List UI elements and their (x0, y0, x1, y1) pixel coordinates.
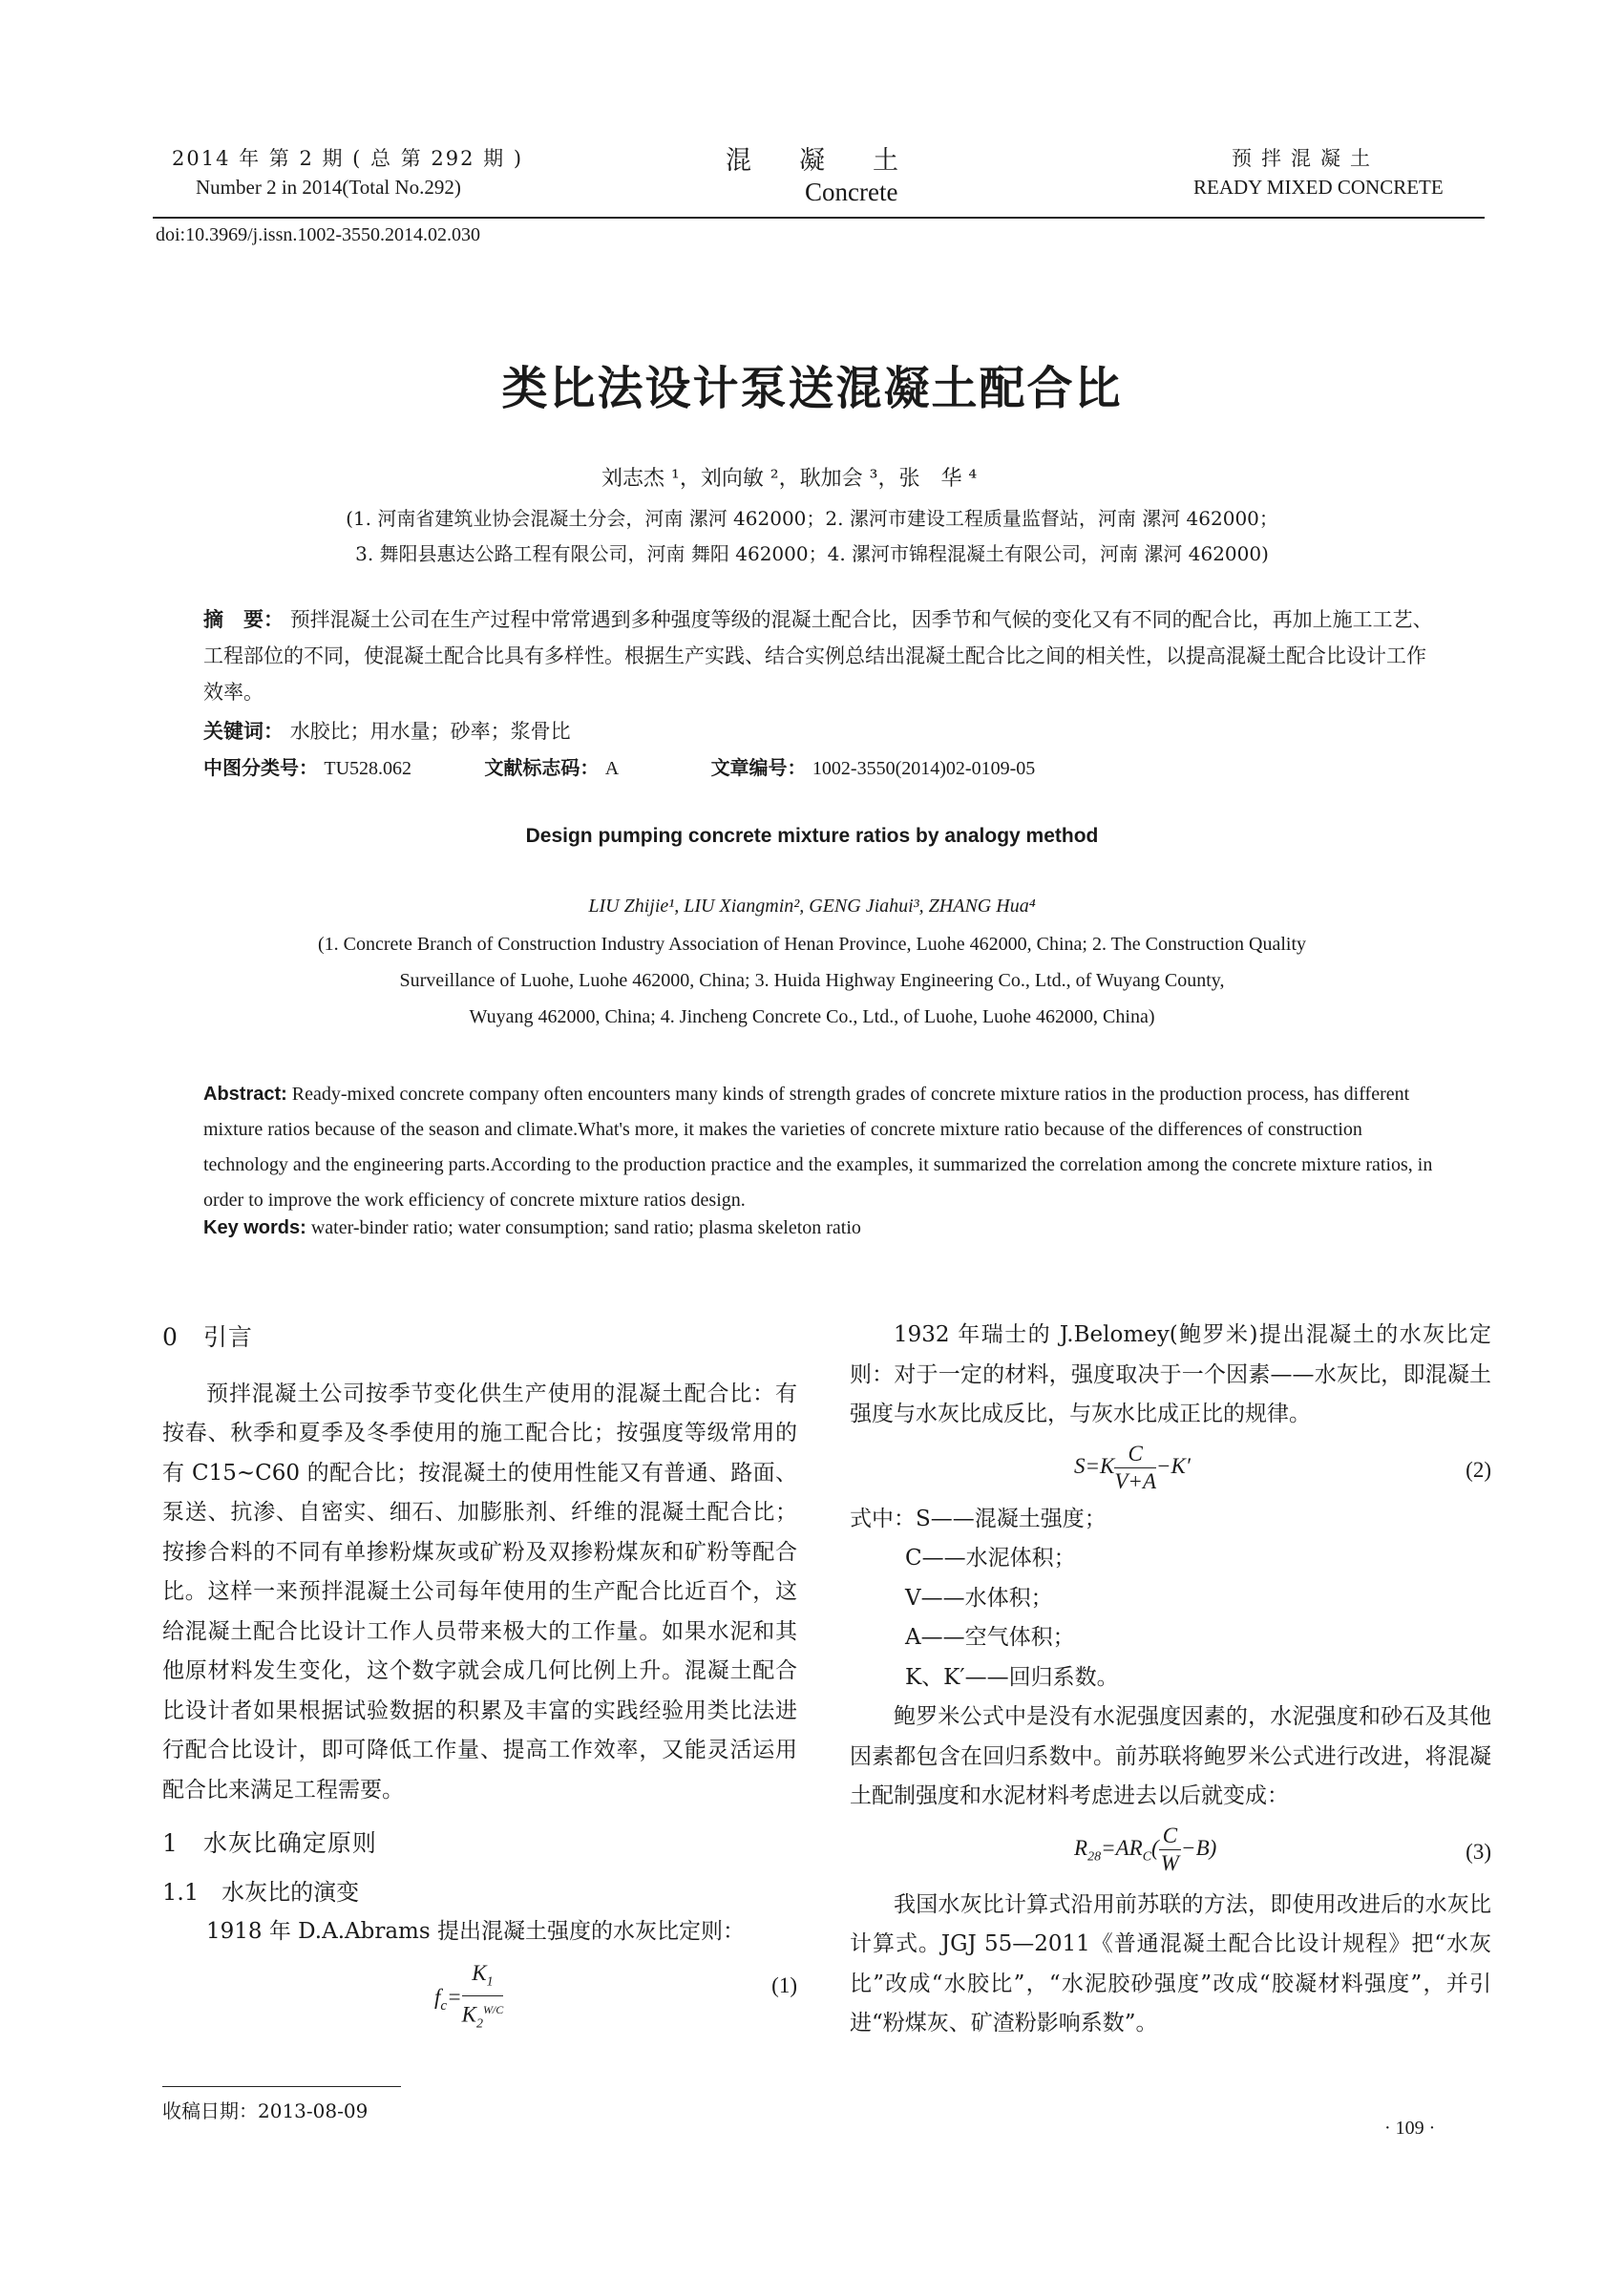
definition-line: V——水体积； (905, 1585, 1053, 1611)
eq3-number: (3) (1466, 1839, 1491, 1864)
doc-code-label: 文献标志码： (484, 756, 600, 779)
variable-definitions (850, 1500, 1491, 1698)
paper-title-en: Design pumping concrete mixture ratios by analogy method (525, 825, 1099, 847)
intro-paragraph: 预拌混凝土公司按季节变化供生产使用的混凝土配合比：有按春、秋季和夏季及冬季使用的施工配合比；按强度等级常用的有 C15~C60 的配合比；按混凝土的使用性能又有普通、路面、泵送、抗渗、自密实、细石、加膨胀剂、纤维的混凝土配合比；按掺合料的不同有单掺粉煤灰或矿粉及双掺粉煤灰和矿粉等配合比。这样一来预拌混凝土公司每年使用的生产配合比近百个，这给混凝土配合比设计工作人员带来极大的工作量。如果水泥和其他原材料发生变化，这个数字就会成几何比例上升。混凝土配合比设计者如果根据试验数据的积累及丰富的实践经验用类比法进行配合比设计，即可降低工作量、提高工作效率，又能灵活运用配合比来满足工程需要。 (162, 1381, 797, 1803)
keywords-en (203, 1217, 861, 1239)
abstract-en (203, 1077, 1446, 1218)
article-no-value: 1002-3550(2014)02-0109-05 (812, 758, 1036, 779)
equation-3: $R_{28}=AR_C$( $\frac{C}{W}$ −B) (3) (1074, 1823, 1491, 1875)
affiliation-cn-line: 3. 舞阳县惠达公路工程有限公司，河南 舞阳 462000；4. 漯河市锦程混凝土有限公司，河南 漯河 462000) (355, 542, 1269, 565)
keywords-en-label: Key words: (203, 1217, 306, 1238)
section-en: READY MIXED CONCRETE (1193, 176, 1444, 199)
clc-label: 中图分类号： (203, 756, 318, 779)
affiliation-en-line: (1. Concrete Branch of Construction Industry Association of Henan Province, Luohe 462000, China; 2. The Construction Quality (317, 934, 1306, 955)
subsection-heading-1-1: 1.1 水灰比的演变 (162, 1878, 360, 1906)
eq1-lhs-sub: c (440, 1997, 448, 2014)
affiliation-cn-line: (1. 河南省建筑业协会混凝土分会，河南 漯河 462000；2. 漯河市建设工程质量监督站，河南 漯河 462000； (346, 507, 1278, 530)
equation-2 (850, 1435, 1491, 1500)
eq3-num: C (1159, 1823, 1181, 1850)
eq3-den: W (1160, 1850, 1179, 1875)
affiliation-en-line: Wuyang 462000, China; 4. Jincheng Concrete Co., Ltd., of Luohe, Luohe 462000, China) (469, 1006, 1155, 1027)
definition-line: A——空气体积； (905, 1625, 1075, 1650)
eq1-number: (1) (771, 1972, 797, 1997)
abstract-cn (203, 601, 1445, 710)
eq3-tail: −B) (1181, 1835, 1217, 1860)
keywords-cn-label: 关键词： (203, 720, 284, 743)
page-number: · 109 · (1384, 2118, 1436, 2139)
eq2-lhs: S=K (1074, 1453, 1115, 1478)
eq3-lhs: R (1074, 1835, 1088, 1860)
eq3-lhs-sub: 28 (1087, 1848, 1102, 1864)
footnote-rule (162, 2086, 401, 2087)
header-rule (153, 217, 1485, 219)
authors-cn: 刘志杰 ¹，刘向敏 ²，耿加会 ³，张 华 ⁴ (601, 467, 978, 491)
issue-cn: 2014 年 第 2 期 ( 总 第 292 期 ) (172, 147, 524, 170)
article-no-label: 文章编号： (710, 756, 807, 779)
section-heading-1: 1 水灰比确定原则 (162, 1829, 377, 1857)
doi: doi:10.3969/j.issn.1002-3550.2014.02.030 (156, 224, 481, 245)
definition-line: K、K′——回归系数。 (905, 1664, 1119, 1690)
section-cn: 预拌混凝土 (1232, 147, 1380, 170)
definition-line: 式中：S——混凝土强度； (850, 1506, 1107, 1531)
journal-name-en: Concrete (805, 178, 898, 206)
clc-value: TU528.062 (324, 758, 412, 779)
paragraph-1918: 1918 年 D.A.Abrams 提出混凝土强度的水灰比定则： (206, 1919, 745, 1944)
keywords-cn-text: 水胶比；用水量；砂率；浆骨比 (289, 720, 571, 743)
doc-code-value: A (604, 758, 620, 779)
eq2-num: C (1114, 1441, 1156, 1468)
eq1-den-sup: W/C (482, 2003, 504, 2017)
eq1-num-sub: 1 (486, 1974, 494, 1990)
authors-en: LIU Zhijie¹, LIU Xiangmin², GENG Jiahui³, ZHANG Hua⁴ (588, 896, 1036, 917)
eq1-num: K (472, 1960, 487, 1985)
eq3-mid-sub: C (1142, 1848, 1152, 1864)
classification-line (203, 752, 1035, 780)
eq1-lhs: f (434, 1984, 441, 2009)
abstract-cn-label: 摘 要： (203, 608, 284, 631)
left-column (162, 1318, 797, 2032)
eq1-den-sub: 2 (475, 2016, 483, 2032)
paragraph-1932: 1932 年瑞士的 J.Belomey(鲍罗米)提出混凝土的水灰比定则：对于一定的材料，强度取决于一个因素——水灰比，即混凝土强度与水灰比成反比，与灰水比成正比的规律。 (850, 1322, 1491, 1426)
abstract-en-label: Abstract: (203, 1084, 287, 1105)
paragraph-bolomey: 鲍罗米公式中是没有水泥强度因素的，水泥强度和砂石及其他因素都包含在回归系数中。前苏联将鲍罗米公式进行改进，将混凝土配制强度和水泥材料考虑进去以后就变成： (850, 1704, 1491, 1808)
received-date: 收稿日期：2013-08-09 (162, 2099, 369, 2122)
eq3-mid: =AR (1101, 1835, 1143, 1860)
eq2-number: (2) (1466, 1457, 1491, 1482)
issue-en: Number 2 in 2014(Total No.292) (196, 176, 461, 199)
eq2-den: V+A (1114, 1468, 1156, 1493)
keywords-cn (203, 716, 571, 745)
equation-1: $f_c=$ $\frac{K_1}{K_2^{W/C}}$ (1) (434, 1960, 797, 2032)
abstract-en-text: Ready-mixed concrete company often encounters many kinds of strength grades of concrete mixture ratios in the production process, has different mixture ratios because of the season and climate.What's more, it makes the varieties of concrete mixture ratio because of the differences of construction technology and the engineering parts.According to the production practice and the examples, it summarized the correlation among the concrete mixture ratios, in order to improve the work efficiency of concrete mixture ratios design. (203, 1084, 1433, 1211)
definition-line: C——水泥体积； (905, 1546, 1076, 1571)
paragraph-china: 我国水灰比计算式沿用前苏联的方法，即使用改进后的水灰比计算式。JGJ 55—2011《普通混凝土配合比设计规程》把“水灰比”改成“水胶比”，“水泥胶砂强度”改成“胶凝材料强度”，并引进“粉煤灰、矿渣粉影响系数”。 (850, 1891, 1491, 2035)
section-heading-0: 0 引言 (162, 1323, 253, 1351)
right-column (850, 1316, 1491, 2044)
abstract-cn-text: 预拌混凝土公司在生产过程中常常遇到多种强度等级的混凝土配合比，因季节和气候的变化又有不同的配合比，再加上施工工艺、工程部位的不同，使混凝土配合比具有多样性。根据生产实践、结合实例总结出混凝土配合比之间的相关性，以提高混凝土配合比设计工作效率。 (203, 608, 1433, 704)
eq2-tail: −K′ (1156, 1453, 1191, 1478)
paper-title: 类比法设计泵送混凝土配合比 (501, 362, 1123, 415)
keywords-en-text: water-binder ratio; water consumption; sand ratio; plasma skeleton ratio (310, 1217, 861, 1238)
journal-name-cn: 混凝土 (726, 146, 946, 176)
affiliation-en-line: Surveillance of Luohe, Luohe 462000, China; 3. Huida Highway Engineering Co., Ltd., of Wuyang County, (399, 970, 1225, 991)
eq1-den: K (461, 2002, 476, 2027)
